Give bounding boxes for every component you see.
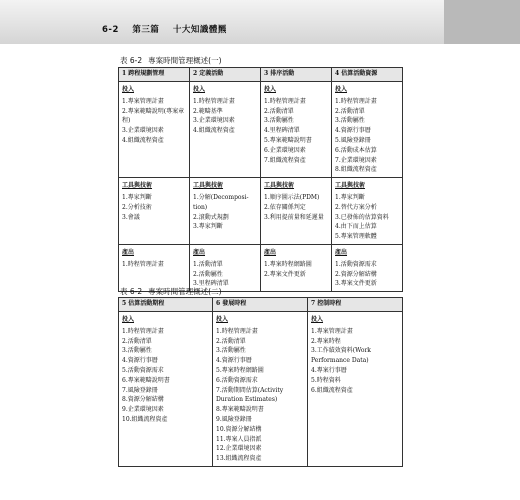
outputs-item: 1.活動清單 <box>193 260 223 268</box>
top-banner <box>0 0 520 44</box>
inputs-cell <box>261 82 332 178</box>
inputs-item: 1.時程管理計畫 <box>122 327 164 335</box>
inputs-label: 投入 <box>216 316 229 323</box>
inputs-item: 8.資源分解結構 <box>122 396 164 404</box>
inputs-label: 投入 <box>122 86 135 93</box>
table2-caption-number: 表 6-2 <box>120 287 143 296</box>
inputs-label: 投入 <box>264 86 277 93</box>
outputs-cell <box>190 244 261 291</box>
column-header: 7 控制時程 <box>308 298 403 312</box>
inputs-item: 4.資源行事曆 <box>122 357 158 365</box>
inputs-item: 9.風險登錄冊 <box>216 415 252 423</box>
tools-item: 2.滾動式規劃 <box>193 213 229 221</box>
inputs-item: 4.里程碑清單 <box>264 127 300 135</box>
tools-item: 3.利用提前量和延遲量 <box>264 213 324 221</box>
table1-caption <box>120 55 222 66</box>
inputs-item: 9.企業環境因素 <box>122 406 164 414</box>
tools-item: 5.專案管理軟體 <box>335 233 377 241</box>
inputs-item: 8.專案範疇說明書 <box>216 406 264 414</box>
inputs-item: 7.風險登錄冊 <box>122 386 158 394</box>
outputs-item: 2.專案文件更新 <box>264 270 306 278</box>
outputs-item: 2.活動屬性 <box>193 270 223 278</box>
inputs-label: 投入 <box>193 86 206 93</box>
table1-caption-number: 表 6-2 <box>120 56 143 65</box>
inputs-item: 5.時程資料 <box>311 376 341 384</box>
inputs-item: 13.組織流程資產 <box>216 455 262 463</box>
column-header: 5 估算活動期程 <box>119 298 213 312</box>
inputs-cell <box>332 82 403 178</box>
inputs-item: 6.企業環境因素 <box>264 146 306 154</box>
inputs-item: 6.活動資源需求 <box>216 376 258 384</box>
inputs-item: 3.活動屬性 <box>216 347 246 355</box>
tools-label: 工具與技術 <box>122 182 153 190</box>
inputs-cell <box>213 312 308 467</box>
inputs-item: 4.資源行事曆 <box>216 357 252 365</box>
outputs-label: 產出 <box>193 248 206 256</box>
column-header: 2 定義活動 <box>190 68 261 82</box>
inputs-label: 投入 <box>311 316 324 323</box>
header-side-band <box>444 0 520 44</box>
inputs-item: 6.活動成本估算 <box>335 146 377 154</box>
tools-item: 3.專家判斷 <box>193 223 223 231</box>
table1-inputs-row <box>119 82 403 178</box>
tools-label: 工具與技術 <box>264 182 295 190</box>
outputs-item: 1.專案時程網路圖 <box>264 260 312 268</box>
inputs-item: 2.活動清單 <box>216 337 246 345</box>
chapter-title: 十大知識體羆 <box>172 25 227 35</box>
inputs-item: 2.活動清單 <box>335 107 365 115</box>
inputs-item: 4.組織流程資產 <box>193 127 235 135</box>
outputs-item: 3.里程碑清單 <box>193 280 229 288</box>
table2-caption-text: 專案時間管理概述(二) <box>148 287 222 296</box>
inputs-item: 8.組織流程資產 <box>335 166 377 174</box>
tools-item: 3.會議 <box>122 213 140 221</box>
inputs-label: 投入 <box>122 316 135 323</box>
page-number: 6-2 <box>102 25 119 35</box>
inputs-item: 4.組織流程資產 <box>122 136 164 144</box>
inputs-item: 2.活動清單 <box>264 107 294 115</box>
inputs-item: 3.企業環境因素 <box>122 127 164 135</box>
outputs-label: 產出 <box>264 248 277 256</box>
inputs-item: 4.資源行事曆 <box>335 127 371 135</box>
inputs-item: 7.企業環境因素 <box>335 156 377 164</box>
tools-label: 工具與技術 <box>335 182 366 190</box>
inputs-item: 6.專案範疇說明書 <box>122 376 170 384</box>
inputs-item: 2.範疇基準 <box>193 107 223 115</box>
tools-item: 1.專家判斷 <box>122 193 152 201</box>
outputs-label: 產出 <box>122 248 135 256</box>
tools-item: 4.由下而上估算 <box>335 223 377 231</box>
inputs-label: 投入 <box>335 86 348 93</box>
inputs-item: 2.專案時程 <box>311 337 341 345</box>
inputs-item: 5.活動資源需求 <box>122 366 164 374</box>
inputs-item: 1.時程管理計畫 <box>193 97 235 105</box>
inputs-item: 7.活動期間估算(Activity Duration Estimates) <box>216 386 284 404</box>
inputs-item: 1.專案管理計畫 <box>122 97 164 105</box>
inputs-item: 10.資源分解結構 <box>216 425 262 433</box>
inputs-item: 1.時程管理計畫 <box>216 327 258 335</box>
tools-cell <box>332 178 403 245</box>
outputs-cell <box>261 244 332 291</box>
inputs-item: 6.組織流程資產 <box>311 386 353 394</box>
table1-tools-row <box>119 178 403 245</box>
inputs-item: 3.工作績效資料(Work Performance Data) <box>311 347 371 365</box>
inputs-item: 5.專案時程網路圖 <box>216 366 264 374</box>
tools-item: 2.分析技術 <box>122 203 152 211</box>
table1-caption-text: 專案時間管理概述(一) <box>148 56 222 65</box>
column-header: 3 排序活動 <box>261 68 332 82</box>
inputs-item: 5.專案範疇說明書 <box>264 136 312 144</box>
inputs-item: 2.活動清單 <box>122 337 152 345</box>
tools-item: 3.已發佈的估算資料 <box>335 213 389 221</box>
tools-item: 1.順序圖示法(PDM) <box>264 193 320 201</box>
inputs-item: 10.組織流程資產 <box>122 415 168 423</box>
inputs-cell <box>119 82 190 178</box>
column-header: 4 估算活動資源 <box>332 68 403 82</box>
tools-item: 2.依存關係判定 <box>264 203 306 211</box>
table2-inputs-row <box>119 312 403 467</box>
inputs-item: 1.時程管理計畫 <box>335 97 377 105</box>
inputs-cell <box>308 312 403 467</box>
inputs-item: 3.企業環境因素 <box>193 117 235 125</box>
inputs-item: 1.時程管理計畫 <box>264 97 306 105</box>
inputs-item: 4.專案行事曆 <box>311 366 347 374</box>
column-header: 6 發展時程 <box>213 298 308 312</box>
tools-cell <box>119 178 190 245</box>
table-time-management-2 <box>118 297 403 467</box>
table2-caption <box>120 286 222 297</box>
outputs-item: 1.活動資源需求 <box>335 260 377 268</box>
tools-item: 1.專家判斷 <box>335 193 365 201</box>
outputs-item: 3.專案文件更新 <box>335 280 377 288</box>
table1-outputs-row <box>119 244 403 291</box>
outputs-cell <box>119 244 190 291</box>
inputs-item: 5.風險登錄冊 <box>335 136 371 144</box>
outputs-item: 2.資源分解結構 <box>335 270 377 278</box>
table-time-management-1 <box>118 67 403 292</box>
tools-cell <box>261 178 332 245</box>
table2-header-row <box>119 298 403 312</box>
tools-item: 1.分解(Decomposi-tion) <box>193 193 249 211</box>
table1-header-row <box>119 68 403 82</box>
page-header <box>102 23 237 35</box>
tools-cell <box>190 178 261 245</box>
inputs-item: 3.活動屬性 <box>335 117 365 125</box>
outputs-cell <box>332 244 403 291</box>
column-header: 1 跨程規劃管理 <box>119 68 190 82</box>
inputs-item: 2.專案範疇說明(專案章程) <box>122 107 185 125</box>
inputs-item: 3.活動屬性 <box>264 117 294 125</box>
inputs-item: 11.專案人員指派 <box>216 435 262 443</box>
part-label: 第三篇 <box>132 25 160 35</box>
tools-label: 工具與技術 <box>193 182 224 190</box>
inputs-item: 3.活動屬性 <box>122 347 152 355</box>
outputs-label: 產出 <box>335 248 348 256</box>
inputs-item: 1.專案管理計畫 <box>311 327 353 335</box>
tools-item: 2.替代方案分析 <box>335 203 377 211</box>
inputs-item: 7.組織流程資產 <box>264 156 306 164</box>
inputs-item: 12.企業環境因素 <box>216 445 262 453</box>
inputs-cell <box>190 82 261 178</box>
inputs-cell <box>119 312 213 467</box>
outputs-item: 1.時程管理計畫 <box>122 260 164 268</box>
